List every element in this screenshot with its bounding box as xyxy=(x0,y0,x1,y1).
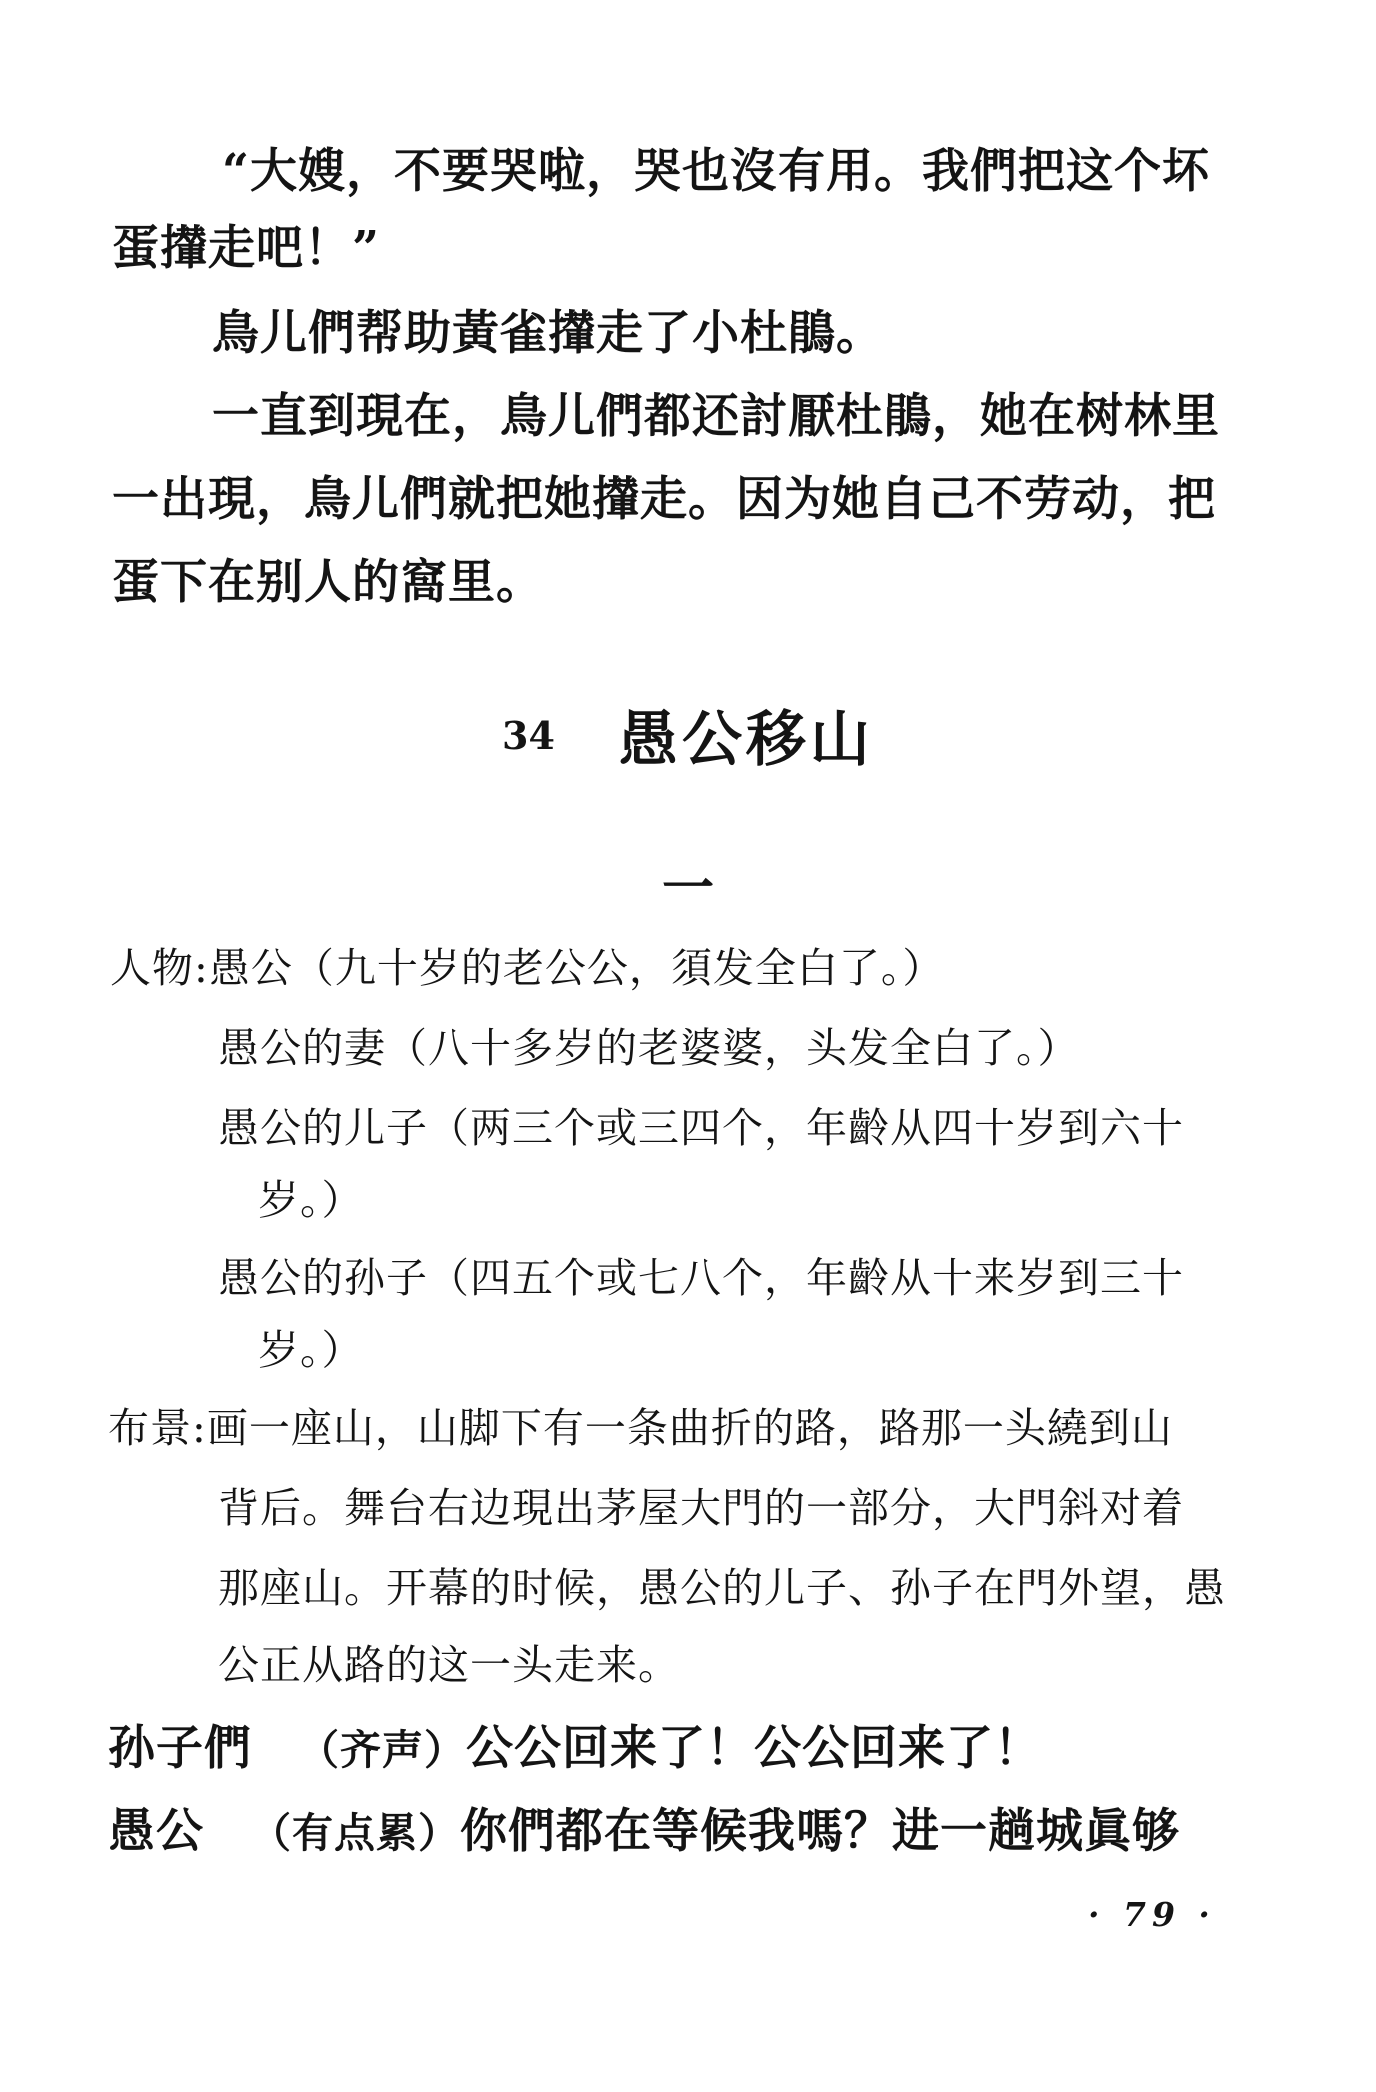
paragraph-line-6: 蛋下在别人的窩里。 xyxy=(112,555,544,610)
setting-label: 布景: xyxy=(108,1404,207,1452)
dialogue-line-1 xyxy=(108,1721,1042,1776)
speaker-grandsons: 孙子們 xyxy=(108,1721,252,1776)
paragraph-line-3: 鳥儿們帮助黃雀攆走了小杜鵑。 xyxy=(212,306,884,361)
speaker-yugong: 愚公 xyxy=(108,1804,204,1859)
characters-line-1 xyxy=(110,944,945,992)
character-wife: 愚公的妻（八十多岁的老婆婆，头发全白了。） xyxy=(218,1024,1080,1072)
paragraph-line-1: “大嫂，不要哭啦，哭也沒有用。我們把这个坏 xyxy=(222,144,1211,199)
character-grandsons: 愚公的孙子（四五个或七八个，年齡从十来岁到三十 xyxy=(218,1254,1184,1302)
paragraph-line-4: 一直到現在，鳥儿們都还討厭杜鵑，她在树林里 xyxy=(212,389,1220,444)
chapter-heading xyxy=(0,692,1376,778)
setting-line-3: 那座山。开幕的时候，愚公的儿子、孙子在門外望，愚 xyxy=(218,1564,1226,1612)
character-yugong: 愚公（九十岁的老公公，須发全白了。） xyxy=(208,944,945,992)
character-sons-cont: 岁。） xyxy=(258,1176,364,1224)
chapter-number: 34 xyxy=(502,712,555,758)
dialogue-text-2: 你們都在等候我嗎？进一趟城眞够 xyxy=(460,1804,1180,1859)
stage-direction-2: （有点累） xyxy=(250,1809,460,1857)
dialogue-line-2 xyxy=(108,1804,1180,1859)
page-number: · 79 · xyxy=(1088,1895,1216,1934)
character-grandsons-cont: 岁。） xyxy=(258,1326,364,1374)
setting-line-4: 公正从路的这一头走来。 xyxy=(218,1641,680,1689)
section-number: 一 xyxy=(661,858,714,919)
setting-line-2: 背后。舞台右边現出茅屋大門的一部分，大門斜对着 xyxy=(218,1484,1184,1532)
setting-line-1 xyxy=(108,1404,1173,1452)
stage-direction-1: （齐声） xyxy=(298,1726,466,1774)
chapter-title: 愚公移山 xyxy=(617,705,874,775)
characters-label: 人物: xyxy=(110,944,209,992)
dialogue-text-1: 公公回来了！公公回来了！ xyxy=(466,1721,1042,1776)
paragraph-line-5: 一出現，鳥儿們就把她攆走。因为她自己不劳动，把 xyxy=(112,472,1216,527)
setting-text-1: 画一座山，山脚下有一条曲折的路，路那一头繞到山 xyxy=(206,1404,1173,1452)
character-sons: 愚公的儿子（两三个或三四个，年齡从四十岁到六十 xyxy=(218,1104,1184,1152)
paragraph-line-2: 蛋攆走吧！” xyxy=(112,221,381,276)
